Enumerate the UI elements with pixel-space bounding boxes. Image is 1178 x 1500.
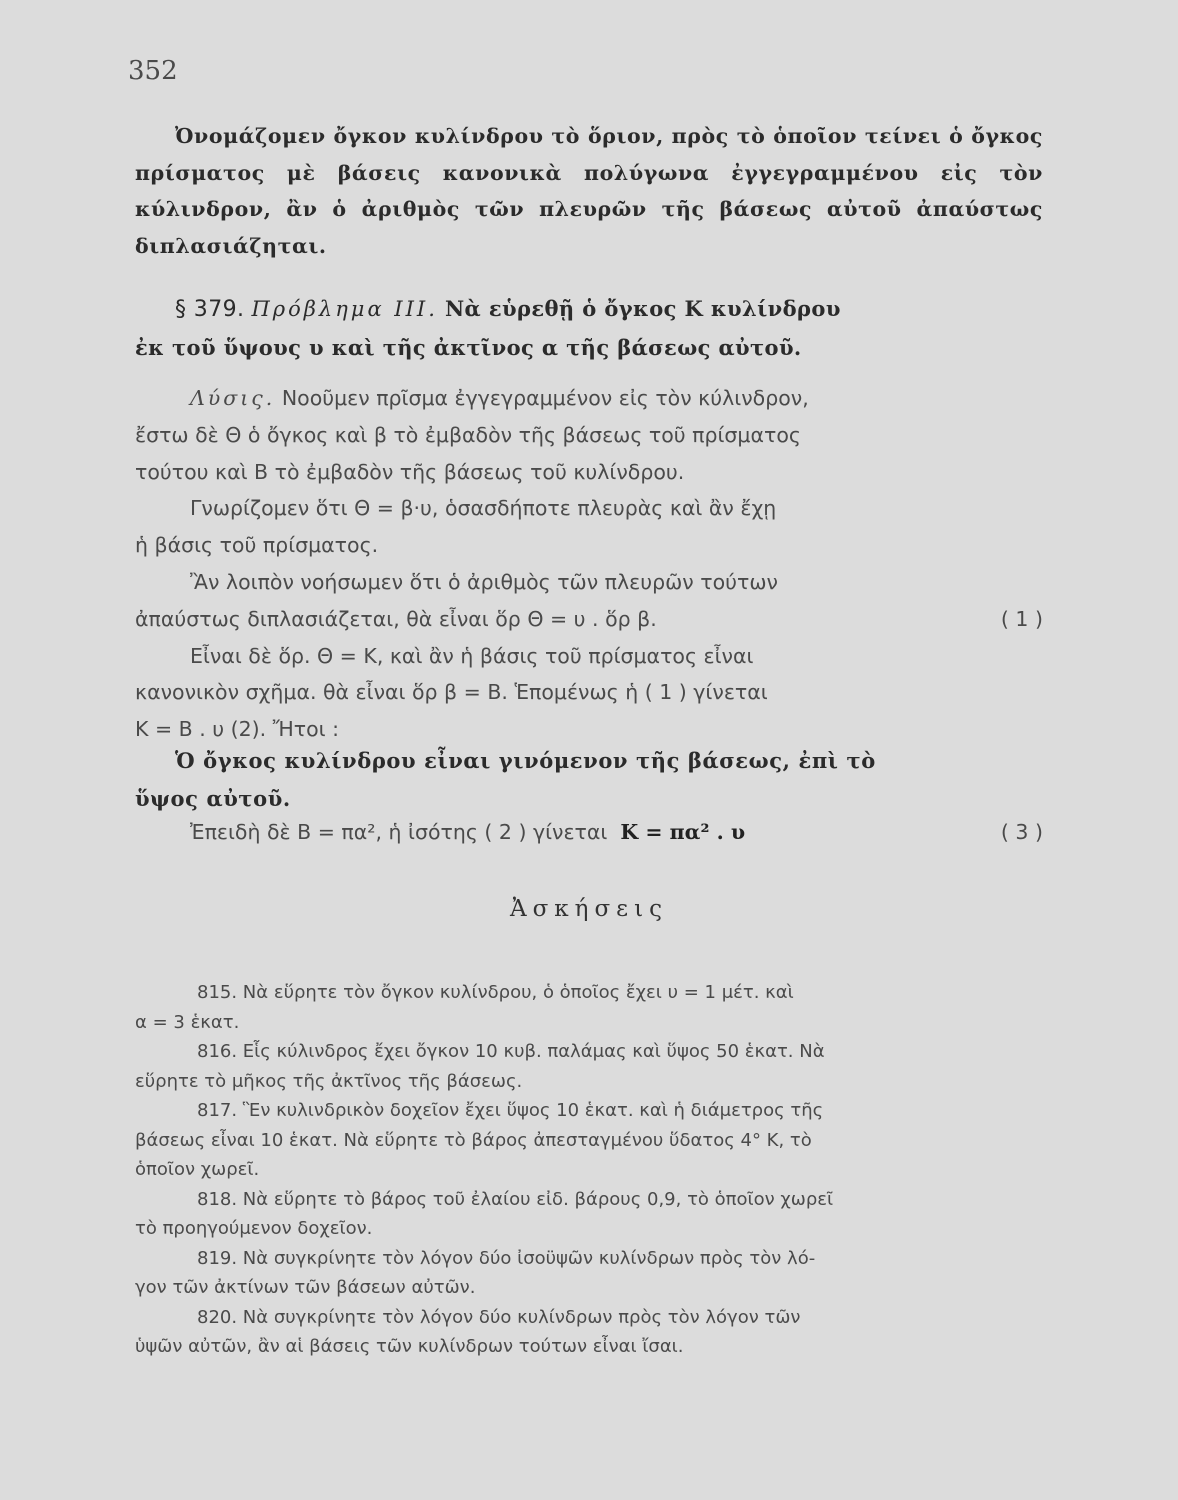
theorem-line-1: Ὁ ὄγκος κυλίνδρου εἶναι γινόμενον τῆς βάσεως, ἐπὶ τὸ [175, 748, 876, 773]
solution-text: Νοοῦμεν πρῖσμα ἐγγεγραμμένον εἰς τὸν κύλινδρον, [281, 386, 809, 410]
exercise-line: α = 3 ἑκατ. [135, 1011, 240, 1033]
exercise-line: 820. Νὰ συγκρίνητε τὸν λόγον δύο κυλίνδρων πρὸς τὸν λόγον τῶν [197, 1306, 801, 1328]
exercise-item [135, 1303, 1043, 1362]
exercises-list [135, 978, 1043, 1362]
solution-line [135, 601, 1043, 638]
theorem-line-2: ὕψος αὐτοῦ. [135, 786, 291, 811]
solution-line: κανονικὸν σχῆμα. θὰ εἶναι ὅρ β = Β. Ἑπομένως ἡ ( 1 ) γίνεται [135, 680, 768, 705]
solution-line: τούτου καὶ Β τὸ ἐμβαδὸν τῆς βάσεως τοῦ κυλίνδρου. [135, 459, 685, 484]
problem-line-1 [135, 290, 1043, 329]
exercise-line: 819. Νὰ συγκρίνητε τὸν λόγον δύο ἰσοϋψῶν κυλίνδρων πρὸς τὸν λό- [197, 1247, 816, 1269]
solution-text: ἀπαύστως διπλασιάζεται, θὰ εἶναι ὅρ Θ = υ . ὅρ β. [135, 606, 657, 631]
volume-formula: Κ = πα² . υ [620, 820, 746, 844]
solution-line: Γνωρίζομεν ὅτι Θ = β·υ, ὁσασδήποτε πλευρὰς καὶ ἂν ἔχῃ [190, 496, 777, 521]
exercise-line: ὑψῶν αὐτῶν, ἂν αἱ βάσεις τῶν κυλίνδρων τούτων εἶναι ἴσαι. [135, 1336, 684, 1357]
exercise-line: γον τῶν ἀκτίνων τῶν βάσεων αὐτῶν. [135, 1277, 476, 1298]
solution-line: Ἂν λοιπὸν νοήσωμεν ὅτι ὁ ἀριθμὸς τῶν πλευρῶν τούτων [190, 569, 778, 594]
exercise-line: 817. Ἓν κυλινδρικὸν δοχεῖον ἔχει ὕψος 10 ἑκατ. καὶ ἡ διάμετρος τῆς [197, 1100, 824, 1121]
exercise-item [135, 1096, 1043, 1185]
exercise-line: εὕρητε τὸ μῆκος τῆς ἀκτῖνος τῆς βάσεως. [135, 1070, 523, 1092]
solution-line: Κ = Β . υ (2). Ἤτοι : [135, 717, 340, 742]
exercise-line: βάσεως εἶναι 10 ἑκατ. Νὰ εὕρητε τὸ βάρος ἀπεσταγμένου ὕδατος 4° Κ, τὸ [135, 1129, 812, 1151]
equation-number-1: ( 1 ) [1000, 606, 1043, 631]
solution-line: ἔστω δὲ Θ ὁ ὄγκος καὶ β τὸ ἐμβαδὸν τῆς βάσεως τοῦ πρίσματος [135, 422, 801, 447]
solution-line: Εἶναι δὲ ὅρ. Θ = Κ, καὶ ἂν ἡ βάσις τοῦ πρίσματος εἶναι [190, 643, 754, 668]
equation-text: Ἐπειδὴ δὲ Β = πα², ἡ ἰσότης ( 2 ) γίνεται [190, 820, 608, 844]
solution-section [135, 380, 1043, 748]
definition-paragraph [135, 118, 1043, 264]
exercises-heading: Ἀσκήσεις [510, 896, 668, 922]
exercise-line: 815. Νὰ εὕρητε τὸν ὄγκον κυλίνδρου, ὁ ὁποῖος ἔχει υ = 1 μέτ. καὶ [197, 982, 794, 1003]
problem-text-2: ἐκ τοῦ ὕψους υ καὶ τῆς ἀκτῖνος α τῆς βάσεως αὐτοῦ. [135, 335, 802, 360]
exercise-line: 818. Νὰ εὕρητε τὸ βάρος τοῦ ἐλαίου εἰδ. βάρους 0,9, τὸ ὁποῖον χωρεῖ [197, 1188, 834, 1210]
solution-line [135, 380, 1043, 417]
solution-line: ἡ βάσις τοῦ πρίσματος. [135, 533, 379, 558]
problem-text-1: Νὰ εὑρεθῇ ὁ ὄγκος Κ κυλίνδρου [444, 296, 841, 321]
solution-label: Λύσις. [190, 386, 276, 410]
exercise-line: 816. Εἷς κύλινδρος ἔχει ὄγκον 10 κυβ. παλάμας καὶ ὕψος 50 ἑκατ. Νὰ [197, 1041, 825, 1062]
exercise-item [135, 1244, 1043, 1303]
exercise-item [135, 1037, 1043, 1096]
volume-equation [135, 814, 1043, 850]
exercise-item [135, 978, 1043, 1037]
section-number: § 379. [175, 297, 245, 322]
exercise-item [135, 1185, 1043, 1244]
definition-text: Ὀνομάζομεν ὄγκον κυλίνδρου τὸ ὅριον, πρὸς τὸ ὁποῖον τείνει ὁ ὄγκος πρίσματος μὲ βάσεις κανονικὰ πολύγωνα ἐγγεγραμμένου εἰς τὸν κύλινδρον, ἂν ὁ ἀριθμὸς τῶν πλευρῶν τῆς βάσεως αὐτοῦ ἀπαύστως διπλασιάζηται. [135, 124, 1043, 258]
theorem-statement [135, 742, 1043, 818]
problem-label: Πρόβλημα III. [251, 297, 438, 321]
equation-number-3: ( 3 ) [1000, 820, 1043, 844]
exercise-line: τὸ προηγούμενον δοχεῖον. [135, 1218, 373, 1239]
problem-statement [135, 290, 1043, 367]
exercise-line: ὁποῖον χωρεῖ. [135, 1159, 260, 1180]
page-number: 352 [128, 56, 178, 86]
